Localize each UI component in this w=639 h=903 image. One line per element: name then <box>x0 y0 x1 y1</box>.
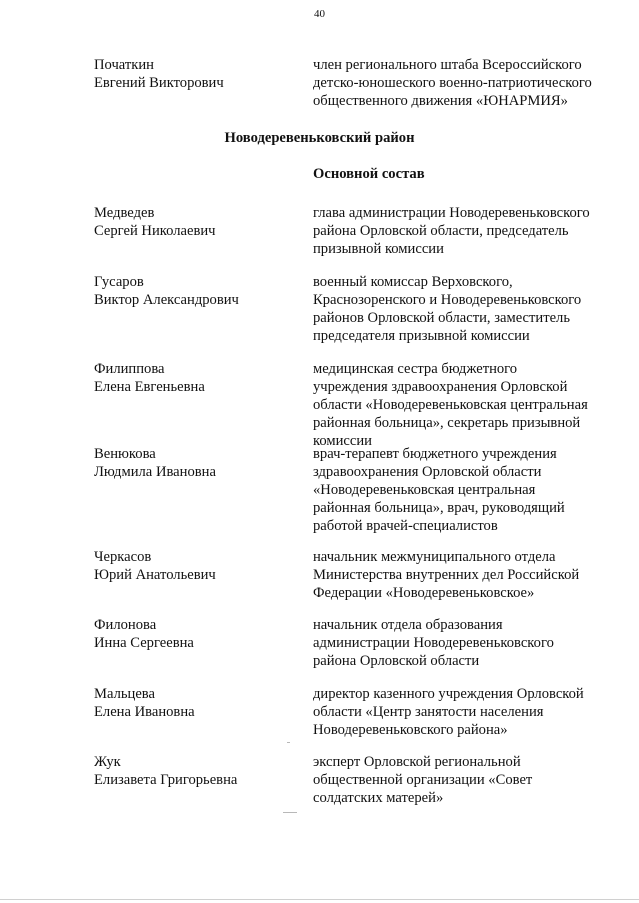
member-given-names: Сергей Николаевич <box>94 223 216 239</box>
member-surname: Гусаров <box>94 274 144 290</box>
member-given-names: Виктор Александрович <box>94 292 239 308</box>
member-role: врач-терапевт бюджетного учреждения здравоохранения Орловской области «Новодеревеньковская центральная районная больница», врач, руководящий работой врачей-специалистов <box>313 446 565 534</box>
member-name <box>94 56 294 92</box>
member-given-names: Людмила Ивановна <box>94 464 216 480</box>
member-role: глава администрации Новодеревеньковского района Орловской области, председатель призывной комиссии <box>313 205 590 257</box>
member-role: военный комиссар Верховского, Краснозоренского и Новодеревеньковского районов Орловской области, заместитель председателя призывной комиссии <box>313 274 582 344</box>
scan-speck <box>287 742 290 743</box>
member-role: член регионального штаба Всероссийского детско-юношеского военно-патриотического общественного движения «ЮНАРМИЯ» <box>313 57 592 109</box>
member-role: эксперт Орловской региональной общественной организации «Совет солдатских матерей» <box>313 754 533 806</box>
member-name <box>94 753 294 789</box>
member-surname: Филонова <box>94 617 157 633</box>
page-number: 40 <box>314 8 325 20</box>
member-surname: Черкасов <box>94 549 152 565</box>
member-surname: Початкин <box>94 57 154 73</box>
member-surname: Мальцева <box>94 686 155 702</box>
member-surname: Венюкова <box>94 446 156 462</box>
member-role: начальник межмуниципального отдела Министерства внутренних дел Российской Федерации «Новодеревеньковское» <box>313 549 580 601</box>
member-name <box>94 548 294 584</box>
section-heading: Основной состав <box>313 166 425 182</box>
member-given-names: Евгений Викторович <box>94 75 224 91</box>
member-name <box>94 616 294 652</box>
member-name <box>94 360 294 396</box>
member-name <box>94 204 294 240</box>
member-name <box>94 445 294 481</box>
member-given-names: Юрий Анатольевич <box>94 567 216 583</box>
scan-speck <box>283 812 297 813</box>
member-given-names: Елизавета Григорьевна <box>94 772 238 788</box>
member-role: медицинская сестра бюджетного учреждения здравоохранения Орловской области «Новодеревеньковская центральная районная больница», секретарь призывной комиссии <box>313 361 588 449</box>
member-surname: Медведев <box>94 205 155 221</box>
member-role: начальник отдела образования администрации Новодеревеньковского района Орловской области <box>313 617 554 669</box>
member-name <box>94 273 294 309</box>
scan-edge-line <box>0 899 639 900</box>
member-given-names: Елена Евгеньевна <box>94 379 205 395</box>
member-given-names: Инна Сергеевна <box>94 635 194 651</box>
member-given-names: Елена Ивановна <box>94 704 195 720</box>
district-heading: Новодеревеньковский район <box>224 130 415 146</box>
member-name <box>94 685 294 721</box>
member-role: директор казенного учреждения Орловской области «Центр занятости населения Новодеревеньковского района» <box>313 686 584 738</box>
member-surname: Жук <box>94 754 121 770</box>
member-surname: Филиппова <box>94 361 165 377</box>
